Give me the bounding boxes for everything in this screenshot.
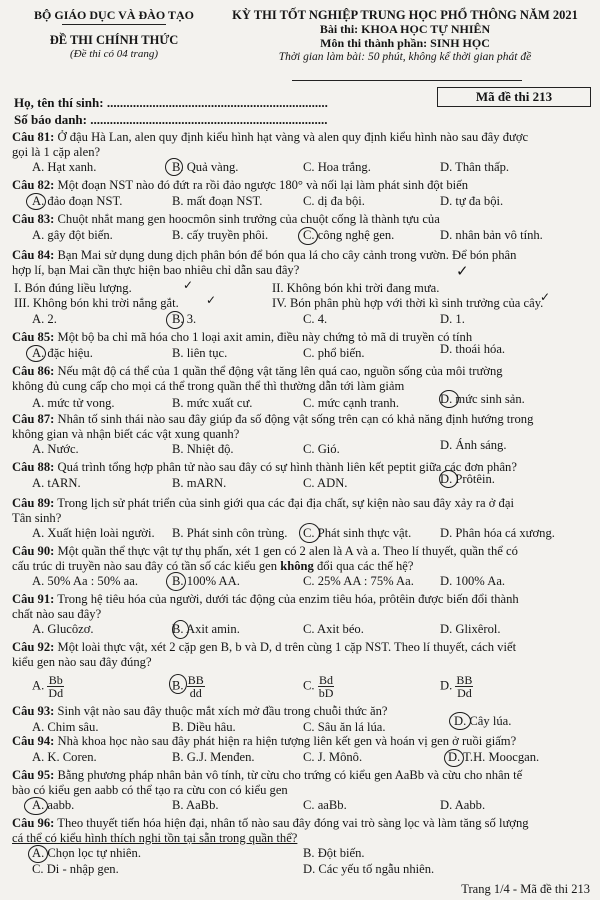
question-88 bbox=[12, 460, 592, 475]
option-d: D. Ánh sáng. bbox=[440, 438, 507, 452]
option-a: A. 50% Aa : 50% aa. bbox=[32, 574, 138, 588]
statement-i: I. Bón đúng liều lượng. bbox=[14, 281, 132, 295]
answer-mark-circle bbox=[299, 523, 320, 543]
question-number: Câu 95: bbox=[12, 768, 55, 782]
official-label: ĐỀ THI CHÍNH THỨC bbox=[49, 33, 179, 47]
option-c: C. Di - nhập gen. bbox=[32, 862, 119, 876]
option-a: A. aabb. bbox=[32, 798, 75, 812]
option-a: A. đặc hiệu. bbox=[32, 346, 93, 360]
question-90 bbox=[12, 544, 592, 573]
answer-mark-circle bbox=[166, 572, 186, 591]
option-c: C. Gió. bbox=[303, 442, 340, 456]
fraction-denominator: Dd bbox=[457, 686, 472, 700]
option-a: A. mức tử vong. bbox=[32, 396, 115, 410]
option-letter: C. bbox=[303, 678, 315, 693]
option-b: B. Đột biến. bbox=[303, 846, 365, 860]
option-c: C. 4. bbox=[303, 312, 328, 326]
check-mark-icon: ✓ bbox=[540, 290, 551, 304]
option-c: C. 25% AA : 75% Aa. bbox=[303, 574, 414, 588]
question-text: Một bộ ba chỉ mã hóa cho 1 loại axit amin, điều này chứng tỏ mã di truyền có tính bbox=[57, 330, 473, 344]
option-d: D. Các yếu tố ngẫu nhiên. bbox=[303, 862, 435, 876]
option-d: D. nhân bản vô tính. bbox=[440, 228, 543, 242]
option-b: B. mARN. bbox=[172, 476, 227, 490]
check-mark-icon: ✓ bbox=[206, 293, 217, 307]
question-text-cont: chất nào sau đây? bbox=[12, 606, 102, 621]
option-a bbox=[32, 674, 64, 699]
answer-mark-circle bbox=[298, 227, 318, 245]
question-text-cont: gọi là 1 cặp alen? bbox=[12, 144, 101, 159]
option-c: C. công nghệ gen. bbox=[303, 228, 395, 242]
answer-mark-circle bbox=[169, 674, 187, 694]
option-d bbox=[440, 674, 473, 699]
option-a: A. Chọn lọc tự nhiên. bbox=[32, 846, 141, 860]
option-d: D. Prôtêin. bbox=[440, 472, 495, 486]
option-b: B. mức xuất cư. bbox=[172, 396, 253, 410]
question-text-cont: đổi qua các thế hệ? bbox=[313, 558, 414, 573]
question-number: Câu 91: bbox=[12, 592, 55, 606]
option-letter: D. bbox=[440, 678, 453, 693]
answer-mark-circle bbox=[28, 845, 48, 863]
question-text: Một loài thực vật, xét 2 cặp gen B, b và D, d trên cùng 1 cặp NST. Theo lí thuyết, cách viết bbox=[57, 640, 517, 654]
option-d: D. Aabb. bbox=[440, 798, 486, 812]
option-b: B. AaBb. bbox=[172, 798, 219, 812]
question-number: Câu 84: bbox=[12, 248, 55, 262]
time-note: Thời gian làm bài: 50 phút, không kể thời gian phát đề bbox=[278, 51, 532, 63]
option-d: D. mức sinh sản. bbox=[440, 392, 525, 406]
genotype-fraction bbox=[187, 674, 205, 699]
question-number: Câu 96: bbox=[12, 816, 55, 830]
option-d: D. Phân hóa cá xương. bbox=[440, 526, 555, 540]
question-text: Một quần thể thực vật tự thụ phấn, xét 1 gen có 2 alen là A và a. Theo lí thuyết, quần thể có bbox=[57, 544, 518, 558]
option-c bbox=[303, 674, 334, 699]
header-right-rule bbox=[292, 80, 522, 81]
question-number: Câu 83: bbox=[12, 212, 55, 226]
option-c: C. Axit béo. bbox=[303, 622, 364, 636]
answer-mark-circle bbox=[444, 749, 464, 767]
option-b: B. Axit amin. bbox=[172, 622, 240, 636]
header-left bbox=[14, 8, 214, 61]
option-d: D. Thân thấp. bbox=[440, 160, 510, 174]
question-text: Một đoạn NST nào đó đứt ra rồi đảo ngược 180° và nối lại làm phát sinh đột biến bbox=[57, 178, 469, 192]
option-b: B. liên tục. bbox=[172, 346, 228, 360]
fraction-denominator: dd bbox=[189, 686, 202, 700]
statement-ii: II. Không bón khi trời đang mưa. bbox=[272, 281, 440, 295]
option-c: C. Phát sinh thực vật. bbox=[303, 526, 412, 540]
answer-mark-circle bbox=[165, 158, 183, 176]
option-a: A. Nước. bbox=[32, 442, 79, 456]
student-name-field: Họ, tên thí sinh: .................................................................... bbox=[14, 95, 328, 110]
ministry-name: BỘ GIÁO DỤC VÀ ĐÀO TẠO bbox=[34, 8, 194, 22]
question-number: Câu 87: bbox=[12, 412, 55, 426]
question-87 bbox=[12, 412, 592, 441]
question-text: Quá trình tổng hợp phân tử nào sau đây có sự hình thành liên kết peptit giữa các đơn phân? bbox=[57, 460, 517, 474]
question-96 bbox=[12, 816, 592, 845]
option-a: A. gây đột biến. bbox=[32, 228, 113, 242]
question-number: Câu 93: bbox=[12, 704, 55, 718]
option-letter: A. bbox=[32, 678, 45, 693]
question-emphasis: không bbox=[280, 558, 314, 573]
exam-code-box: Mã đề thi 213 bbox=[437, 87, 591, 107]
question-text: Nhà khoa học nào sau đây phát hiện ra hiện tượng liên kết gen và hoán vị gen ở ruồi giấm? bbox=[57, 734, 517, 748]
question-82 bbox=[12, 178, 592, 193]
question-text: Bạn Mai sử dụng dung dịch phân bón để bón qua lá cho cây cảnh trong vườn. Để bón phân bbox=[57, 248, 517, 262]
question-text-cont: cấu trúc di truyền nào sau đây có tần số các kiểu gen bbox=[12, 558, 281, 573]
genotype-fraction bbox=[455, 674, 473, 699]
genotype-fraction bbox=[318, 674, 335, 699]
option-a: A. Hạt xanh. bbox=[32, 160, 97, 174]
fraction-denominator: bD bbox=[318, 686, 334, 700]
fraction-numerator: Bb bbox=[48, 673, 63, 687]
question-number: Câu 86: bbox=[12, 364, 55, 378]
question-86 bbox=[12, 364, 592, 393]
option-b: B. Quả vàng. bbox=[172, 160, 239, 174]
option-d: D. 100% Aa. bbox=[440, 574, 506, 588]
option-b: B. 3. bbox=[172, 312, 197, 326]
student-id-field: Số báo danh: ......................................................................... bbox=[14, 112, 328, 127]
option-d: D. Cây lúa. bbox=[454, 714, 512, 728]
answer-mark-circle bbox=[26, 345, 46, 362]
answer-mark-circle bbox=[24, 797, 48, 815]
option-c: C. phổ biến. bbox=[303, 346, 365, 360]
option-b: B. Diều hâu. bbox=[172, 720, 236, 734]
check-mark-icon: ✓ bbox=[456, 262, 469, 280]
subject-name: Môn thi thành phần: SINH HỌC bbox=[320, 36, 490, 50]
option-b: B. Phát sinh côn trùng. bbox=[172, 526, 288, 540]
header-right bbox=[215, 8, 595, 64]
answer-mark-circle bbox=[439, 470, 458, 488]
question-text-cont: Tân sinh? bbox=[12, 510, 62, 525]
question-83 bbox=[12, 212, 592, 227]
option-d: D. tự đa bội. bbox=[440, 194, 504, 208]
option-c: C. mức cạnh tranh. bbox=[303, 396, 400, 410]
answer-mark-circle bbox=[26, 193, 46, 210]
question-number: Câu 81: bbox=[12, 130, 55, 144]
question-95 bbox=[12, 768, 592, 797]
answer-mark-circle bbox=[172, 620, 189, 639]
question-number: Câu 85: bbox=[12, 330, 55, 344]
header-left-rule bbox=[62, 24, 166, 25]
answer-mark-circle bbox=[449, 712, 471, 730]
question-number: Câu 94: bbox=[12, 734, 55, 748]
question-number: Câu 89: bbox=[12, 496, 55, 510]
option-b: B. 100% AA. bbox=[172, 574, 240, 588]
option-a: A. Chim sâu. bbox=[32, 720, 99, 734]
question-text-cont: hợp lí, bạn Mai cần thực hiện bao nhiêu chỉ dẫn sau đây? bbox=[12, 262, 300, 277]
exam-title: KỲ THI TỐT NGHIỆP TRUNG HỌC PHỔ THÔNG NĂM 2021 bbox=[232, 8, 578, 22]
question-84 bbox=[12, 248, 592, 277]
option-a: A. 2. bbox=[32, 312, 57, 326]
option-c: C. J. Mônô. bbox=[303, 750, 363, 764]
statement-iv: IV. Bón phân phù hợp với thời kì sinh trưởng của cây. bbox=[272, 296, 544, 310]
option-a: A. Glucôzơ. bbox=[32, 622, 94, 636]
statement-iii: III. Không bón khi trời nắng gắt. bbox=[14, 296, 179, 310]
option-c: C. aaBb. bbox=[303, 798, 347, 812]
option-c: C. ADN. bbox=[303, 476, 348, 490]
fraction-numerator: BB bbox=[456, 673, 473, 687]
question-text: Theo thuyết tiến hóa hiện đại, nhân tố nào sau đây đóng vai trò sàng lọc và làm tăng số lượng bbox=[57, 816, 529, 830]
option-b: B. cấy truyền phôi. bbox=[172, 228, 269, 242]
question-number: Câu 88: bbox=[12, 460, 55, 474]
fraction-denominator: Dd bbox=[48, 686, 64, 700]
question-text-cont: không đủ cung cấp cho mọi cá thể trong quần thể thì thường dẫn tới làm giảm bbox=[12, 378, 405, 393]
question-text: Bằng phương pháp nhân bản vô tính, từ cừu cho trứng có kiểu gen AaBb và cừu cho nhân tế bbox=[57, 768, 523, 782]
option-a: A. K. Coren. bbox=[32, 750, 97, 764]
option-c: C. dị đa bội. bbox=[303, 194, 365, 208]
question-text: Ở đậu Hà Lan, alen quy định kiểu hình hạt vàng và alen quy định kiểu hình nào sau đây được bbox=[57, 130, 529, 144]
answer-mark-circle bbox=[439, 390, 459, 408]
question-text-cont: không gian và nhận biết các vật xung quanh? bbox=[12, 426, 240, 441]
check-mark-icon: ✓ bbox=[183, 278, 194, 292]
option-a: A. đảo đoạn NST. bbox=[32, 194, 123, 208]
option-d: D. T.H. Moocgan. bbox=[448, 750, 540, 764]
question-text: Nhân tố sinh thái nào sau đây giúp đa số động vật sống trên cạn có khả năng định hướng trong bbox=[57, 412, 534, 426]
option-a: A. Xuất hiện loài người. bbox=[32, 526, 155, 540]
question-text: Trong hệ tiêu hóa của người, dưới tác động của enzim tiêu hóa, prôtêin được biến đổi thành bbox=[57, 592, 519, 606]
question-89 bbox=[12, 496, 592, 525]
question-text: Chuột nhắt mang gen hoocmôn sinh trưởng của chuột cống là thành tựu của bbox=[57, 212, 440, 226]
question-number: Câu 92: bbox=[12, 640, 55, 654]
question-text: Trong lịch sử phát triển của sinh giới qua các đại địa chất, sự kiện nào sau đây xảy ra ở đại bbox=[57, 496, 514, 510]
question-92 bbox=[12, 640, 592, 669]
option-letter: B. bbox=[172, 678, 184, 693]
question-text-cont: kiểu gen nào sau đây đúng? bbox=[12, 654, 152, 669]
question-number: Câu 82: bbox=[12, 178, 55, 192]
option-a: A. tARN. bbox=[32, 476, 81, 490]
page-count-note: (Đề thi có 04 trang) bbox=[70, 48, 158, 60]
option-b: B. mất đoạn NST. bbox=[172, 194, 263, 208]
fraction-numerator: Bd bbox=[319, 673, 334, 687]
question-number: Câu 90: bbox=[12, 544, 55, 558]
question-text: Nếu mật độ cá thể của 1 quần thể động vật tăng lên quá cao, nguồn sống của môi trường bbox=[57, 364, 503, 378]
option-d: D. Glixêrol. bbox=[440, 622, 501, 636]
question-text-cont: cá thể có kiểu hình thích nghi tồn tại sẵn trong quần thể? bbox=[12, 830, 298, 845]
option-c: C. Sâu ăn lá lúa. bbox=[303, 720, 386, 734]
option-b: B. Nhiệt độ. bbox=[172, 442, 234, 456]
option-b: B. G.J. Menđen. bbox=[172, 750, 255, 764]
question-81 bbox=[12, 130, 592, 159]
answer-mark-circle bbox=[166, 311, 184, 329]
option-d: D. thoái hóa. bbox=[440, 342, 506, 356]
question-text: Sinh vật nào sau đây thuộc mắt xích mở đầu trong chuỗi thức ăn? bbox=[57, 704, 388, 718]
option-d: D. 1. bbox=[440, 312, 465, 326]
genotype-fraction bbox=[47, 674, 64, 699]
subject-group: Bài thi: KHOA HỌC TỰ NHIÊN bbox=[319, 22, 491, 36]
option-c: C. Hoa trắng. bbox=[303, 160, 371, 174]
fraction-numerator: BB bbox=[187, 673, 204, 687]
page-footer: Trang 1/4 - Mã đề thi 213 bbox=[461, 882, 590, 896]
question-text-cont: bào có kiểu gen aabb có thể tạo ra cừu con có kiểu gen bbox=[12, 782, 288, 797]
question-94 bbox=[12, 734, 592, 749]
question-91 bbox=[12, 592, 592, 621]
